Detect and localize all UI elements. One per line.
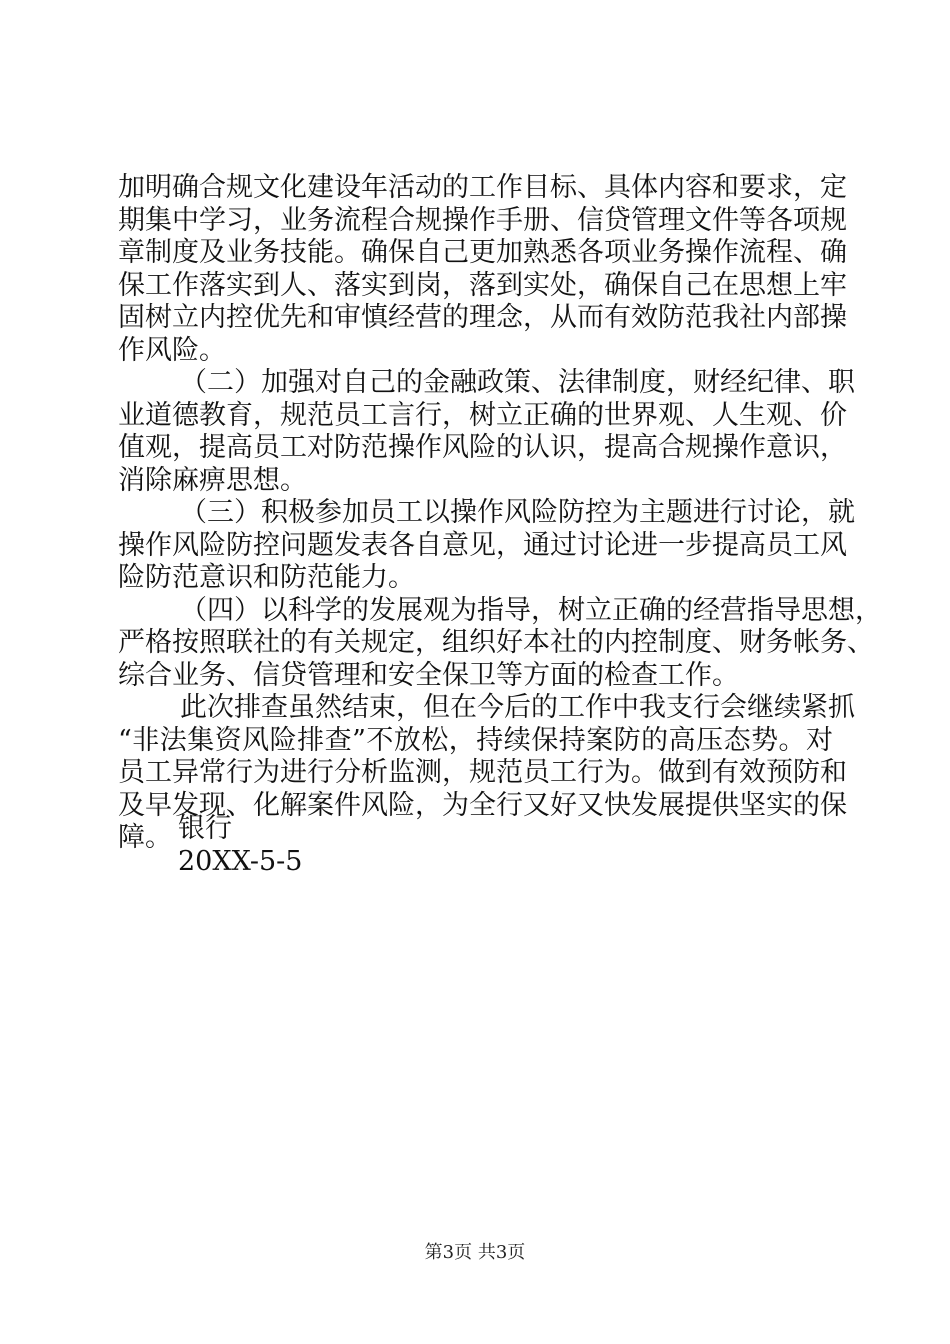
paragraph-line: “非法集资风险排查”不放松，持续保持案防的高压态势。对 <box>118 724 833 756</box>
paragraph-line: 消除麻痹思想。 <box>118 464 307 496</box>
paragraph-line: 作风险。 <box>118 334 226 366</box>
paragraph-line: 综合业务、信贷管理和安全保卫等方面的检查工作。 <box>118 659 739 691</box>
paragraph-line: 固树立内控优先和审慎经营的理念，从而有效防范我社内部操 <box>118 302 847 333</box>
paragraph-line: 保工作落实到人、落实到岗，落到实处，确保自己在思想上牢 <box>118 269 847 301</box>
paragraph-line: 期集中学习，业务流程合规操作手册、信贷管理文件等各项规 <box>118 204 847 236</box>
paragraph-line: 章制度及业务技能。确保自己更加熟悉各项业务操作流程、确 <box>118 237 847 268</box>
signature-date: 20XX-5-5 <box>178 846 303 877</box>
paragraph-3 <box>118 497 855 595</box>
paragraph-line: （四）以科学的发展观为指导，树立正确的经营指导思想， <box>180 594 882 626</box>
paragraph-line: 员工异常行为进行分析监测，规范员工行为。做到有效预防和 <box>118 757 847 788</box>
paragraph-line: 此次排查虽然结束，但在今后的工作中我支行会继续紧抓 <box>180 692 855 723</box>
paragraph-line: 操作风险防控问题发表各自意见，通过讨论进一步提高员工风 <box>118 529 847 561</box>
paragraph-line: （二）加强对自己的金融政策、法律制度，财经纪律、职 <box>180 367 855 398</box>
document-body <box>118 172 882 855</box>
paragraph-line: 及早发现、化解案件风险，为全行又好又快发展提供坚实的保 <box>118 789 847 821</box>
paragraph-2 <box>118 367 855 497</box>
paragraph-line: 障。 <box>118 822 172 853</box>
page-footer <box>0 1241 950 1265</box>
signature-block <box>178 812 302 878</box>
paragraph-line: 业道德教育，规范员工言行，树立正确的世界观、人生观、价 <box>118 399 847 431</box>
paragraph-line: 险防范意识和防范能力。 <box>118 562 415 593</box>
paragraph-line: 值观，提高员工对防范操作风险的认识，提高合规操作意识， <box>118 432 847 463</box>
paragraph-4 <box>118 594 882 693</box>
signature-org: 银行 <box>178 813 232 844</box>
paragraph-line: （三）积极参加员工以操作风险防控为主题进行讨论，就 <box>180 497 855 528</box>
page-number-label: 第3页 共3页 <box>424 1242 526 1263</box>
paragraph-1 <box>118 172 847 367</box>
paragraph-line: 加明确合规文化建设年活动的工作目标、具体内容和要求，定 <box>118 172 847 203</box>
paragraph-line: 严格按照联社的有关规定，组织好本社的内控制度、财务帐务、 <box>118 627 874 658</box>
